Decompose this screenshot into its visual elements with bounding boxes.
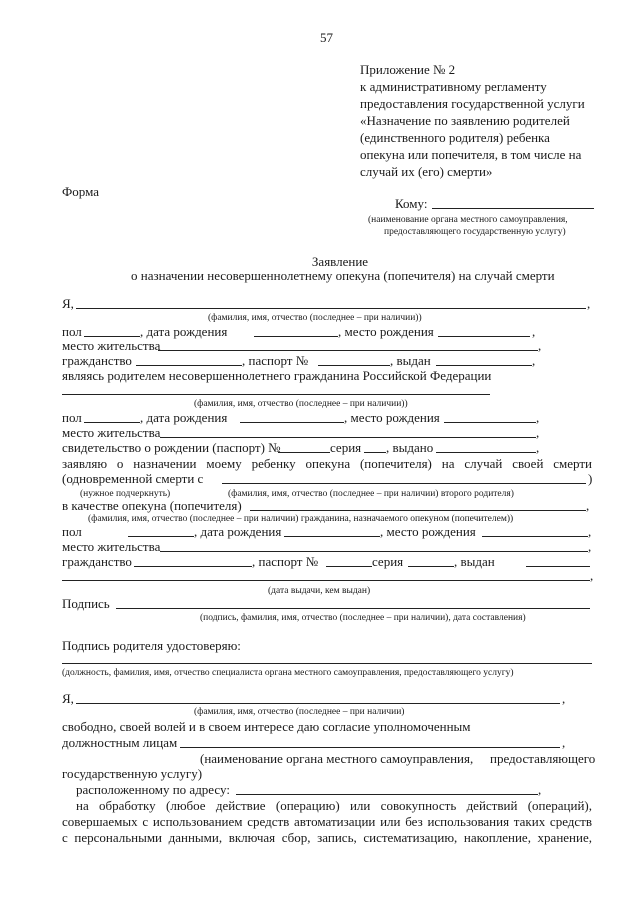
guardian-birthplace-label: , место рождения: [380, 524, 476, 539]
comma: ,: [562, 691, 566, 706]
second-parent-field[interactable]: [222, 483, 586, 484]
child-certificate-field[interactable]: [278, 452, 330, 453]
consent-fio-note: (фамилия, имя, отчество (последнее – при наличии): [194, 707, 405, 717]
appendix-line: случай их (его) смерти»: [360, 164, 493, 179]
consent-address-label: расположенному по адресу:: [76, 782, 230, 797]
recipient-label: Кому:: [395, 196, 428, 211]
certify-field[interactable]: [62, 663, 592, 664]
comma: ,: [532, 353, 536, 368]
guardian-fio-note: (фамилия, имя, отчество (последнее – при наличии) гражданина, назначаемого опекуном (попечителем)): [88, 514, 514, 524]
guardian-citizenship-field[interactable]: [134, 566, 252, 567]
appendix-line: опекуна или попечителя, в том числе на: [360, 147, 582, 162]
child-birthdate-field[interactable]: [240, 422, 344, 423]
parent-statement: являясь родителем несовершеннолетнего гражданина Российской Федерации: [62, 368, 492, 383]
applicant-citizenship-label: гражданство: [62, 353, 132, 368]
applicant-citizenship-field[interactable]: [136, 365, 242, 366]
applicant-birthplace-label: , место рождения: [338, 324, 434, 339]
applicant-issued-field[interactable]: [436, 365, 532, 366]
consent-org-note3: государственную услугу): [62, 766, 203, 781]
comma: ,: [588, 539, 592, 554]
applicant-birthplace-field[interactable]: [438, 336, 530, 337]
guardian-passport-field[interactable]: [326, 566, 372, 567]
appendix-line: (единственного родителя) ребенка: [360, 130, 550, 145]
signature-field[interactable]: [116, 608, 590, 609]
signature-label: Подпись: [62, 596, 110, 611]
applicant-gender-field[interactable]: [84, 336, 140, 337]
form-label: Форма: [62, 184, 99, 199]
child-series-field[interactable]: [364, 452, 386, 453]
guardian-birthdate-field[interactable]: [284, 536, 380, 537]
consent-text-line: с персональными данными, включая сбор, запись, систематизацию, накопление, хранение,: [62, 830, 592, 845]
child-birthdate-label: , дата рождения: [140, 410, 228, 425]
close-paren: ): [588, 471, 593, 486]
page-number: 57: [320, 30, 333, 45]
appendix-line: «Назначение по заявлению родителей: [360, 113, 570, 128]
applicant-passport-field[interactable]: [318, 365, 390, 366]
comma: ,: [538, 782, 542, 797]
signature-note: (подпись, фамилия, имя, отчество (последнее – при наличии), дата составления): [200, 613, 526, 623]
recipient-note: предоставляющего государственную услугу): [384, 227, 566, 237]
child-residence-label: место жительства: [62, 425, 161, 440]
applicant-birthdate-label: , дата рождения: [140, 324, 228, 339]
applicant-birthdate-field[interactable]: [254, 336, 338, 337]
underline-note: (нужное подчеркнуть): [80, 489, 171, 499]
as-guardian-label: в качестве опекуна (попечителя): [62, 498, 242, 513]
applicant-issued-label: , выдан: [390, 353, 431, 368]
consent-text-line: на обработку (любое действие (операцию) или совокупность действий (операций),: [76, 798, 592, 813]
comma: ,: [586, 498, 590, 513]
guardian-issued-label: , выдан: [454, 554, 495, 569]
consent-org-note: (наименование органа местного самоуправления,: [200, 751, 474, 766]
consent-address-field[interactable]: [236, 794, 538, 795]
child-fio-note: (фамилия, имя, отчество (последнее – при наличии)): [194, 399, 408, 409]
child-gender-field[interactable]: [84, 422, 140, 423]
consent-ya: Я,: [62, 691, 74, 706]
recipient-note: (наименование органа местного самоуправления,: [368, 215, 568, 225]
child-issued-field[interactable]: [436, 452, 536, 453]
guardian-birthdate-label: , дата рождения: [194, 524, 282, 539]
child-gender-label: пол: [62, 410, 82, 425]
comma: ,: [536, 425, 540, 440]
child-birthplace-label: , место рождения: [344, 410, 440, 425]
guardian-gender-label: пол: [62, 524, 82, 539]
comma: ,: [536, 410, 540, 425]
comma: ,: [588, 524, 592, 539]
certify-note: (должность, фамилия, имя, отчество специалиста органа местного самоуправления, предоставляющего услугу): [62, 668, 514, 678]
comma: ,: [587, 296, 591, 311]
consent-fio-field[interactable]: [76, 703, 560, 704]
comma: ,: [538, 338, 542, 353]
second-parent-note: (фамилия, имя, отчество (последнее – при наличии) второго родителя): [228, 489, 514, 499]
child-fio-field[interactable]: [62, 394, 490, 395]
guardian-series-label: серия: [372, 554, 404, 569]
applicant-passport-label: , паспорт №: [242, 353, 309, 368]
comma: ,: [590, 568, 594, 583]
guardian-issued-field-cont[interactable]: [62, 580, 590, 581]
guardian-issued-field[interactable]: [526, 566, 590, 567]
comma: ,: [536, 440, 540, 455]
child-series-label: серия: [330, 440, 362, 455]
applicant-fio-note: (фамилия, имя, отчество (последнее – при наличии)): [208, 313, 422, 323]
child-residence-field[interactable]: [160, 437, 536, 438]
guardian-fio-field[interactable]: [250, 510, 586, 511]
guardian-passport-label: , паспорт №: [252, 554, 319, 569]
document-subtitle: о назначении несовершеннолетнему опекуна (попечителя) на случай смерти: [131, 268, 555, 283]
consent-org-note2: предоставляющего: [490, 751, 596, 766]
appendix-line: предоставления государственной услуги: [360, 96, 585, 111]
guardian-residence-field[interactable]: [160, 551, 588, 552]
applicant-fio-field[interactable]: [76, 308, 586, 309]
consent-line1: свободно, своей волей и в своем интересе даю согласие уполномоченным: [62, 719, 471, 734]
applicant-residence-field[interactable]: [158, 350, 538, 351]
child-birthplace-field[interactable]: [444, 422, 536, 423]
consent-text-line: совершаемых с использованием средств автоматизации или без использования таких средств: [62, 814, 592, 829]
guardian-issue-note: (дата выдачи, кем выдан): [268, 586, 371, 596]
comma: ,: [562, 735, 566, 750]
appendix-line: Приложение № 2: [360, 62, 456, 77]
applicant-gender-label: пол: [62, 324, 82, 339]
appendix-line: к административному регламенту: [360, 79, 547, 94]
certify-label: Подпись родителя удостоверяю:: [62, 638, 241, 653]
guardian-series-field[interactable]: [408, 566, 454, 567]
simultaneous-death-label: (одновременной смерти с: [62, 471, 204, 486]
child-issued-label: , выдано: [386, 440, 434, 455]
recipient-field[interactable]: [432, 208, 594, 209]
guardian-citizenship-label: гражданство: [62, 554, 132, 569]
applicant-residence-label: место жительства: [62, 338, 161, 353]
comma: ,: [532, 324, 536, 339]
guardian-birthplace-field[interactable]: [482, 536, 588, 537]
consent-officials-label: должностным лицам: [62, 735, 178, 750]
guardian-gender-field[interactable]: [128, 536, 194, 537]
child-certificate-label: свидетельство о рождении (паспорт) №: [62, 440, 281, 455]
declaration-line: заявляю о назначении моему ребенку опекуна (попечителя) на случай своей смерти: [62, 456, 592, 471]
applicant-ya: Я,: [62, 296, 74, 311]
consent-org-field[interactable]: [180, 747, 560, 748]
guardian-residence-label: место жительства: [62, 539, 161, 554]
document-title: Заявление: [311, 254, 369, 269]
